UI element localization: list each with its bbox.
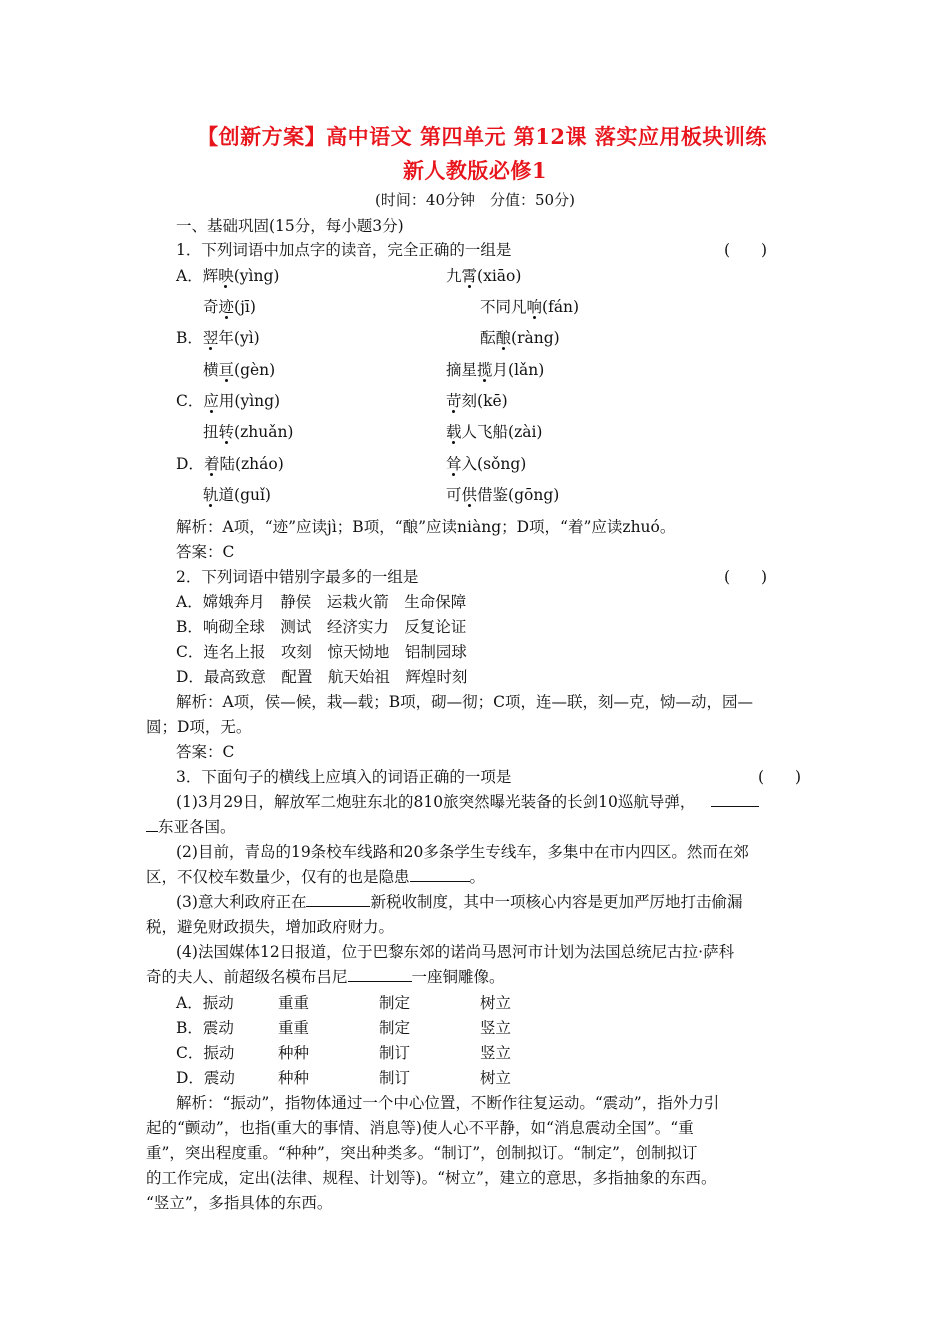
q3-blank-1a[interactable] (711, 790, 759, 807)
q2-option-c: C．连名上报 攻刻 惊天恸地 铝制园球 (176, 643, 467, 661)
q3-blank-1b[interactable] (146, 815, 158, 832)
time-score-info: (时间：40分钟 分值：50分) (375, 191, 575, 209)
q2-option-d: D．最高致意 配置 航天始祖 辉煌时刻 (176, 668, 468, 686)
q3-sentence4-line2: 奇的夫人、前超级名模布吕尼 一座铜雕像。 (146, 965, 505, 989)
q3-blank-3[interactable] (306, 890, 370, 907)
q1-option-c-word4: 载人飞船(zài) (446, 423, 543, 441)
q1-answer-bracket: ( ) (724, 241, 768, 259)
q3-sentence2-line2: 区，不仅校车数量少，仅有的也是隐患 。 (146, 865, 485, 889)
q3-sentence3-line1: (3)意大利政府正在 新税收制度，其中一项核心内容是更加严厉地打击偷漏 (176, 890, 742, 914)
q1-option-b-line1: B．翌年(yì) (176, 329, 260, 347)
q1-option-a-word3: 奇迹(jī) (203, 298, 256, 316)
q3-option-b: B．震动 重重 制定 竖立 (176, 1019, 512, 1037)
q3-sentence3-line2: 税，避免财政损失，增加政府财力。 (146, 918, 395, 936)
q2-option-b: B．响砌全球 测试 经济实力 反复论证 (176, 618, 467, 636)
q1-option-a-word4: 不同凡响(fán) (480, 298, 580, 316)
q3-option-c: C．振动 种种 制订 竖立 (176, 1044, 512, 1062)
q3-answer-bracket: ( ) (758, 768, 802, 786)
q3-blank-2[interactable] (410, 865, 470, 882)
q3-analysis-line1: 解析：“振动”，指物体通过一个中心位置，不断作往复运动。“震动”，指外力引 (176, 1094, 720, 1112)
q3-blank-4[interactable] (348, 965, 412, 982)
q3-analysis-line4: 的工作完成，定出(法律、规程、计划等)。“树立”，建立的意思，多指抽象的东西。 (146, 1169, 717, 1187)
q1-option-b-word4: 摘星揽月(lǎn) (446, 361, 545, 379)
q3-sentence4-line1: (4)法国媒体12日报道，位于巴黎东郊的诺尚马恩河市计划为法国总统尼古拉·萨科 (176, 943, 735, 961)
document-title-line2: 新人教版必修1 (402, 158, 548, 183)
q1-option-b-word2: 酝酿(ràng) (480, 329, 560, 347)
q1-option-c-word2: 苛刻(kē) (446, 392, 508, 410)
q1-answer: 答案：C (176, 543, 235, 561)
q1-option-d-line1: D．着陆(zháo) (176, 455, 284, 473)
q3-analysis-line5: “竖立”，多指具体的东西。 (146, 1194, 333, 1212)
q3-analysis-line2: 起的“颤动”，也指(重大的事情、消息等)使人心不平静，如“消息震动全国”。“重 (146, 1119, 694, 1137)
q3-sentence1-line2: 东亚各国。 (146, 815, 236, 839)
q3-sentence2-line1: (2)目前，青岛的19条校车线路和20多条学生专线车，多集中在市内四区。然而在郊 (176, 843, 749, 861)
q1-option-c-line1: C．应用(yìng) (176, 392, 281, 410)
q2-analysis-line1: 解析：A项，侯—候，栽—载；B项，砌—彻；C项，连—联，刻—克，恸—动，园— (176, 693, 753, 711)
q3-stem: 3．下面句子的横线上应填入的词语正确的一项是 (176, 768, 512, 786)
q2-answer: 答案：C (176, 743, 235, 761)
q2-analysis-line2: 圆；D项，无。 (146, 718, 252, 736)
q1-stem: 1．下列词语中加点字的读音，完全正确的一组是 (176, 241, 512, 259)
document-title-line1: 【创新方案】高中语文 第四单元 第12课 落实应用板块训练 (197, 124, 767, 149)
q2-stem: 2．下列词语中错别字最多的一组是 (176, 568, 419, 586)
q1-option-b-word3: 横亘(gèn) (203, 361, 276, 379)
q1-option-d-word4: 可供借鉴(gōng) (446, 486, 560, 504)
q1-option-d-word2: 耸入(sǒng) (446, 455, 527, 473)
q1-option-d-word3: 轨道(guǐ) (203, 486, 271, 504)
q3-option-a: A．振动 重重 制定 树立 (176, 994, 512, 1012)
q1-option-a-word2: 九霄(xiāo) (446, 267, 522, 285)
section-heading: 一、基础巩固(15分，每小题3分) (176, 217, 404, 235)
q1-option-c-word3: 扭转(zhuǎn) (203, 423, 294, 441)
q3-sentence1-line1: (1)3月29日，解放军二炮驻东北的810旅突然曝光装备的长剑10巡航导弹， (176, 790, 759, 814)
q3-option-d: D．震动 种种 制订 树立 (176, 1069, 512, 1087)
q1-option-a-line1: A．辉映(yìng) (176, 267, 280, 285)
q2-option-a: A．嫦娥奔月 静侯 运栽火箭 生命保障 (176, 593, 467, 611)
q2-answer-bracket: ( ) (724, 568, 768, 586)
q3-analysis-line3: 重”，突出程度重。“种种”，突出种类多。“制订”，创制拟订。“制定”，创制拟订 (146, 1144, 698, 1162)
q1-analysis: 解析：A项，“迹”应读jì；B项，“酿”应读niàng；D项，“着”应读zhuó。 (176, 518, 676, 536)
